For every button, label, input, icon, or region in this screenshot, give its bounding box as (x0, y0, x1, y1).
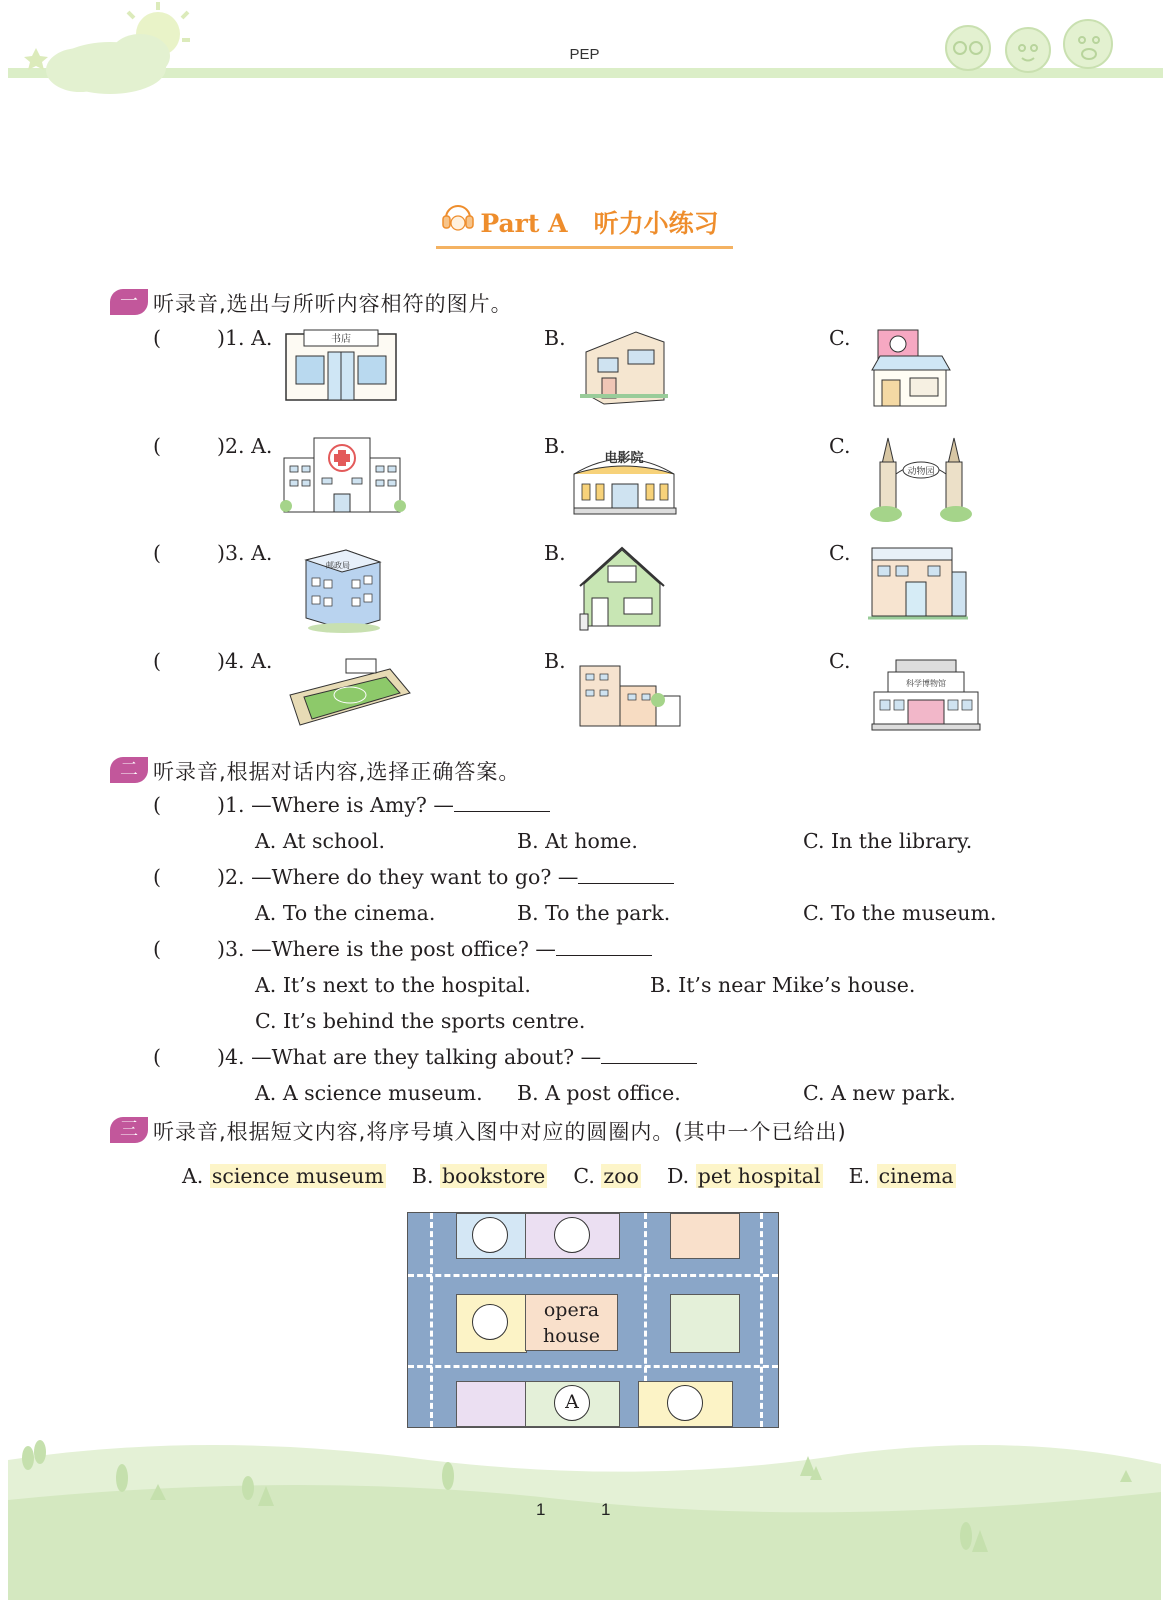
word-option: bookstore (442, 1164, 546, 1188)
s2-q2: )2. —Where do they want to go? — (217, 865, 674, 889)
word-option: science museum (211, 1164, 384, 1188)
s2-q1: )1. —Where is Amy? — (217, 793, 550, 817)
answer-circle[interactable] (472, 1304, 508, 1340)
q1-option-c: C. (829, 326, 851, 350)
given-answer-circle: A (554, 1385, 590, 1421)
answer-paren-open: ( (153, 326, 161, 350)
s2-q3-option-a: A. It’s next to the hospital. (255, 973, 531, 997)
section-3-badge: 三 (110, 1117, 148, 1143)
s2-q3: )3. —Where is the post office? — (217, 937, 652, 961)
part-title-text (436, 202, 732, 249)
q3-option-b: B. (544, 541, 566, 565)
q1-option-b: B. (544, 326, 566, 350)
s2-q2-option-c: C. To the museum. (803, 901, 997, 925)
word-option: pet hospital (697, 1164, 821, 1188)
answer-paren-open: ( (153, 434, 161, 458)
road-lane (760, 1213, 763, 1427)
answer-paren-open: ( (153, 1045, 161, 1069)
answer-paren-open: ( (153, 793, 161, 817)
section-2-instruction: 听录音,根据对话内容,选择正确答案。 (153, 760, 521, 784)
q3-option-c: C. (829, 541, 851, 565)
part-label: Part A (480, 209, 568, 238)
s2-q1-option-b: B. At home. (517, 829, 638, 853)
word-option: zoo (603, 1164, 639, 1188)
section-1-instruction: 听录音,选出与所听内容相符的图片。 (153, 292, 513, 316)
s2-q3-option-c: C. It’s behind the sports centre. (255, 1009, 586, 1033)
zoo-gate-picture[interactable] (868, 434, 974, 524)
bakery-shop-picture[interactable] (868, 326, 958, 410)
q2-option-b: B. (544, 434, 566, 458)
restaurant-building-picture[interactable] (578, 326, 668, 406)
animal-faces-decoration (938, 14, 1138, 74)
page-number-right: 1 (601, 1500, 611, 1519)
word-bank: A. science museum B. bookstore C. zoo D. pet hospital E. cinema (182, 1164, 954, 1188)
s2-q4: )4. —What are they talking about? — (217, 1045, 697, 1069)
q4-number: )4. A. (217, 649, 273, 673)
science-museum-picture[interactable] (868, 656, 984, 732)
page-number-left: 1 (536, 1500, 546, 1519)
answer-blank[interactable] (601, 1045, 697, 1064)
cinema-sign: 电影院 (604, 451, 644, 466)
school-buildings-picture[interactable] (574, 660, 684, 730)
q3-number: )3. A. (217, 541, 273, 565)
s2-q4-option-c: C. A new park. (803, 1081, 956, 1105)
bookstore-picture[interactable] (282, 326, 402, 404)
answer-paren-open: ( (153, 541, 161, 565)
q4-option-c: C. (829, 649, 851, 673)
answer-blank[interactable] (454, 793, 550, 812)
opera-house-block: opera house (525, 1294, 618, 1351)
section-2-badge: 二 (110, 757, 148, 783)
answer-paren-open: ( (153, 865, 161, 889)
sports-field-picture[interactable] (286, 655, 414, 729)
road-lane (408, 1274, 778, 1277)
s2-q1-option-c: C. In the library. (803, 829, 973, 853)
zoo-sign: 动物园 (907, 467, 935, 477)
hospital-picture[interactable] (278, 434, 410, 516)
bookstore-sign: 书店 (331, 334, 351, 345)
answer-paren-open: ( (153, 937, 161, 961)
post-office-building-picture[interactable] (300, 546, 386, 634)
section-3-instruction: 听录音,根据短文内容,将序号填入图中对应的圆圈内。(其中一个已给出) (153, 1120, 847, 1144)
q1-number: )1. A. (217, 326, 273, 350)
q4-option-b: B. (544, 649, 566, 673)
post-office-sign: 邮政局 (326, 561, 350, 570)
section-1-badge: 一 (110, 289, 148, 315)
map-block (670, 1213, 740, 1259)
barn-house-picture[interactable] (576, 544, 668, 638)
shop-street-picture[interactable] (866, 542, 970, 624)
s2-q1-option-a: A. At school. (255, 829, 385, 853)
series-label: PEP (569, 46, 600, 63)
s2-q2-option-a: A. To the cinema. (255, 901, 436, 925)
q2-number: )2. A. (217, 434, 273, 458)
answer-circle[interactable] (554, 1217, 590, 1253)
s2-q2-option-b: B. To the park. (517, 901, 671, 925)
science-museum-sign: 科学博物馆 (906, 679, 946, 688)
word-option: cinema (878, 1164, 954, 1188)
s2-q4-option-b: B. A post office. (517, 1081, 681, 1105)
answer-blank[interactable] (578, 865, 674, 884)
map-block (670, 1294, 740, 1353)
street-map (407, 1212, 779, 1428)
answer-circle[interactable] (472, 1217, 508, 1253)
part-title (0, 202, 1169, 249)
s2-q3-option-b: B. It’s near Mike’s house. (650, 973, 916, 997)
landscape-decoration (0, 1420, 1169, 1600)
answer-paren-open: ( (153, 649, 161, 673)
cinema-picture[interactable] (570, 438, 680, 516)
part-name: 听力小练习 (593, 209, 719, 238)
headphones-icon (440, 196, 476, 236)
q2-option-c: C. (829, 434, 851, 458)
s2-q4-option-a: A. A science museum. (255, 1081, 483, 1105)
answer-circle[interactable] (667, 1385, 703, 1421)
road-lane (408, 1365, 778, 1368)
answer-blank[interactable] (556, 937, 652, 956)
road-lane (430, 1213, 433, 1427)
